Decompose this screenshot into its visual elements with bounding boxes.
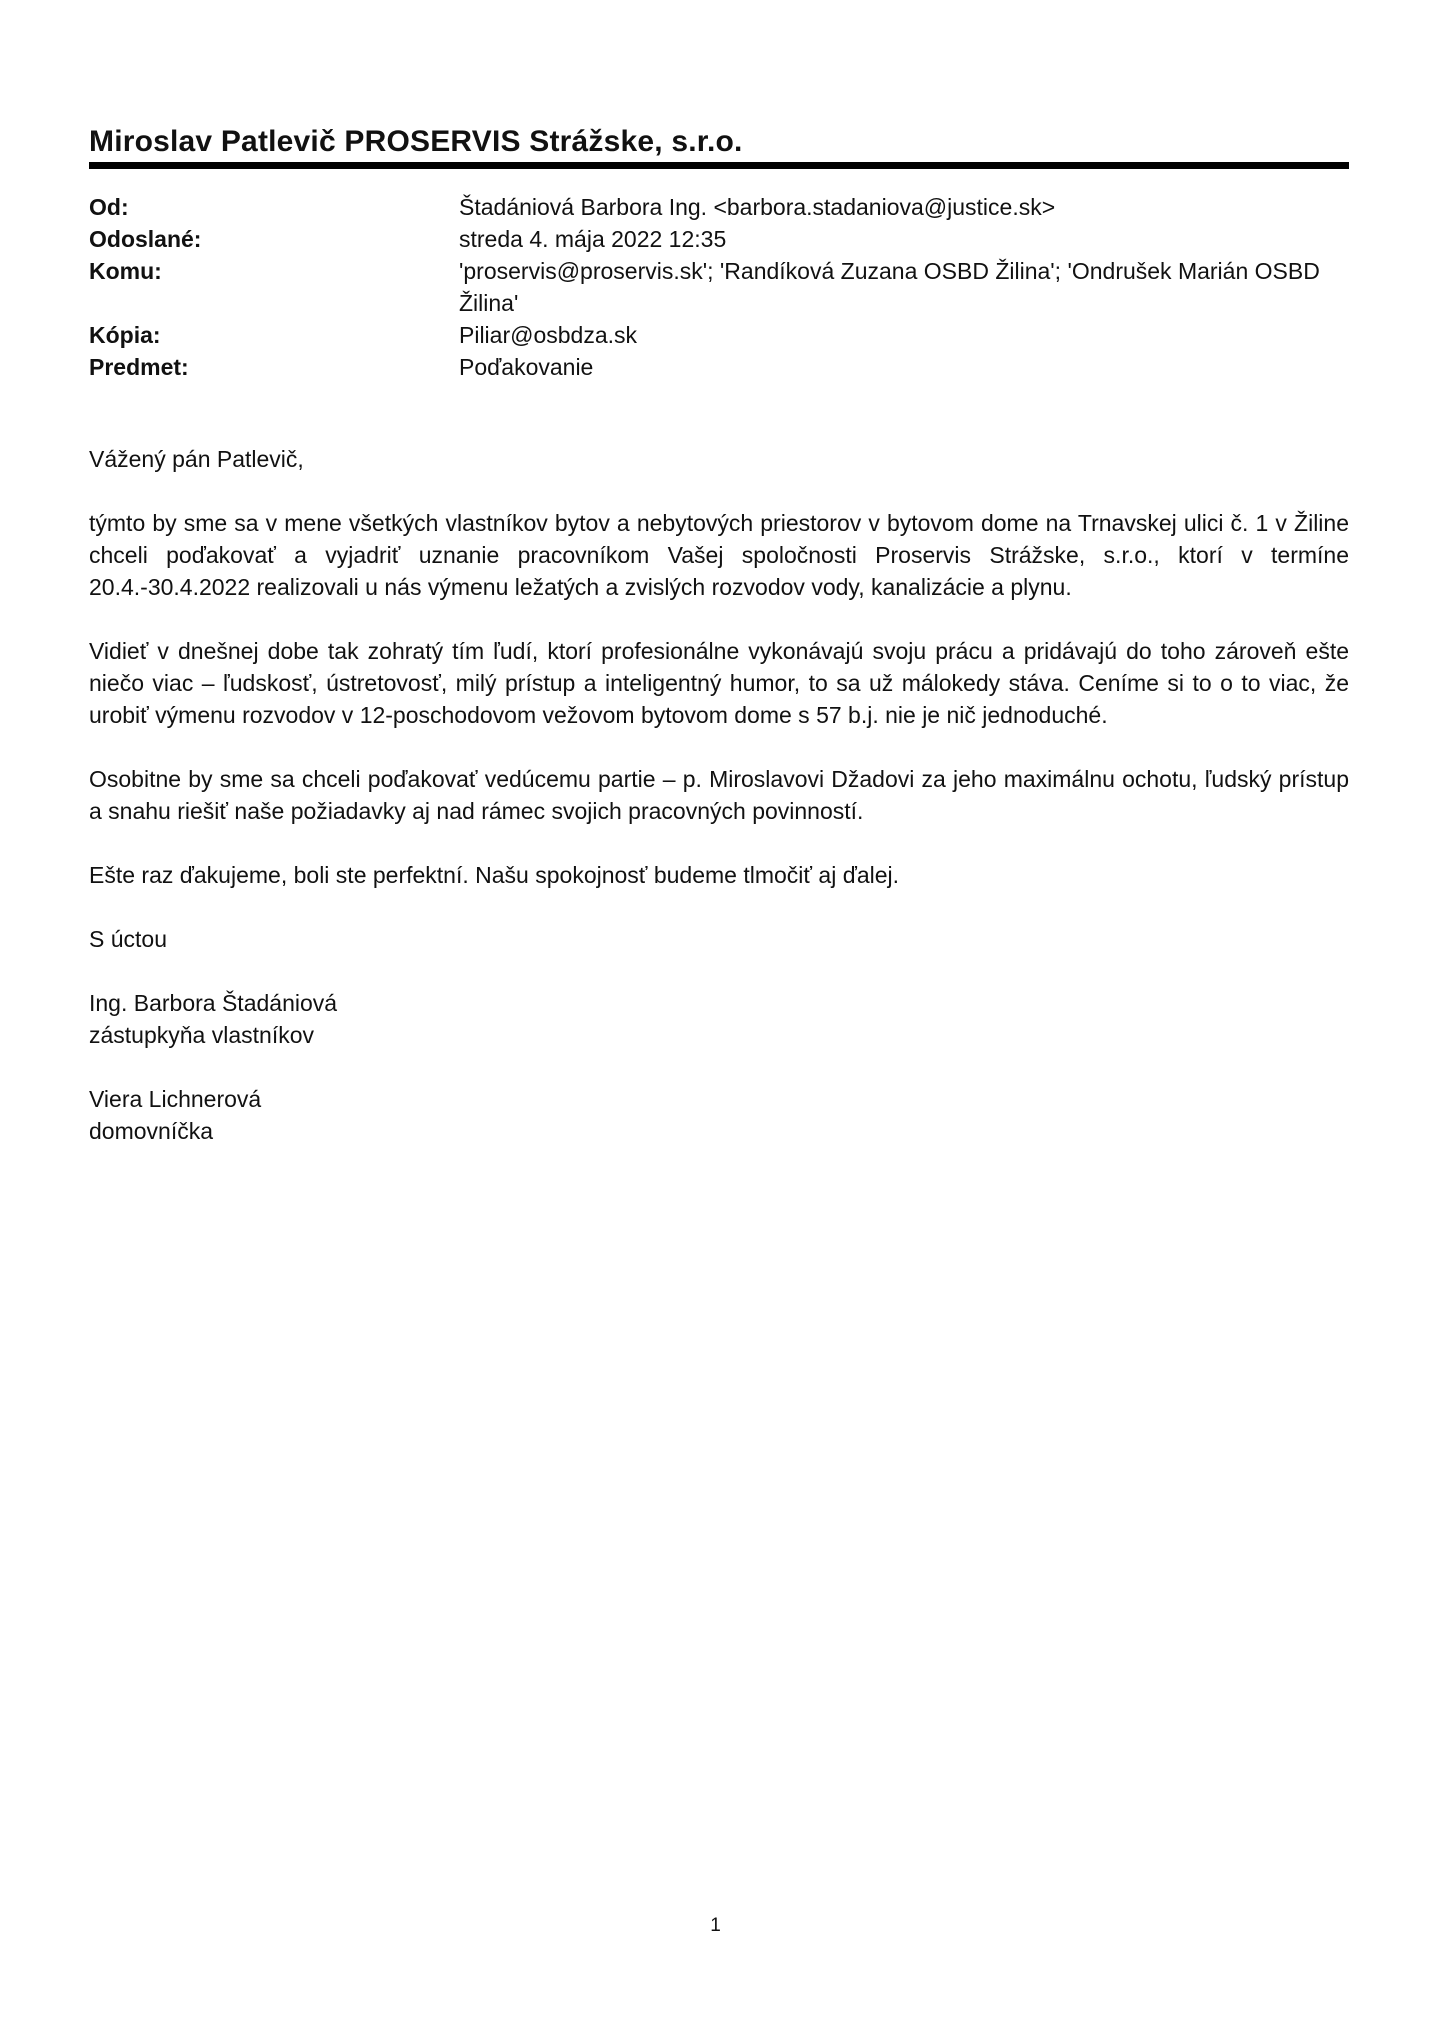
header-label-from: Od: [89, 194, 129, 220]
signature-1-name: Ing. Barbora Štadániová [89, 990, 338, 1016]
page-number: 1 [710, 1915, 721, 1936]
header-value-to: 'proservis@proservis.sk'; 'Randíková Zuzana OSBD Žilina'; 'Ondrušek Marián OSBD Žilina' [459, 258, 1320, 316]
letter-body [89, 443, 1349, 1179]
header-row-subject [89, 351, 1349, 383]
header-label-sent: Odoslané: [89, 226, 202, 252]
header-label-to: Komu: [89, 258, 162, 284]
header-value-cc: Piliar@osbdza.sk [459, 322, 638, 348]
header-row-cc [89, 319, 1349, 351]
paragraph-1: týmto by sme sa v mene všetkých vlastníkov bytov a nebytových priestorov v bytovom dome na Trnavskej ulici č. 1 v Žiline chceli poďakovať a vyjadriť uznanie pracovníkom Vašej spoločnosti Proservis Strážske, s.r.o., ktorí v termíne 20.4.-30.4.2022 realizovali u nás výmenu ležatých a zvislých rozvodov vody, kanalizácie a plynu. [89, 510, 1349, 600]
paragraph-2: Vidieť v dnešnej dobe tak zohratý tím ľudí, ktorí profesionálne vykonávajú svoju prácu a pridávajú do toho zároveň ešte niečo viac – ľudskosť, ústretovosť, milý prístup a inteligentný humor, to sa už málokedy stáva. Ceníme si to o to viac, že urobiť výmenu rozvodov v 12-poschodovom vežovom bytovom dome s 57 b.j. nie je nič jednoduché. [89, 638, 1349, 728]
header-value-from: Štadániová Barbora Ing. <barbora.stadaniova@justice.sk> [459, 194, 1056, 220]
signature-1-role: zástupkyňa vlastníkov [89, 1022, 315, 1048]
header-label-subject: Predmet: [89, 354, 189, 380]
signature-1 [89, 987, 1349, 1051]
header-label-cc: Kópia: [89, 322, 161, 348]
header-value-subject: Poďakovanie [459, 354, 594, 380]
paragraph-3: Osobitne by sme sa chceli poďakovať vedúcemu partie – p. Miroslavovi Džadovi za jeho maximálnu ochotu, ľudský prístup a snahu riešiť naše požiadavky aj nad rámec svojich pracovných povinností. [89, 766, 1349, 824]
paragraph-4: Ešte raz ďakujeme, boli ste perfektní. Našu spokojnosť budeme tlmočiť aj ďalej. [89, 862, 900, 888]
header-row-to [89, 255, 1349, 319]
signature-2 [89, 1083, 1349, 1147]
header-value-sent: streda 4. mája 2022 12:35 [459, 226, 727, 252]
title-divider [89, 162, 1349, 169]
signature-2-role: domovníčka [89, 1118, 214, 1144]
closing: S úctou [89, 926, 167, 952]
salutation: Vážený pán Patlevič, [89, 446, 304, 472]
sender-title: Miroslav Patlevič PROSERVIS Strážske, s.r.o. [89, 125, 743, 158]
header-row-sent [89, 223, 1349, 255]
email-headers [89, 191, 1349, 383]
signature-2-name: Viera Lichnerová [89, 1086, 262, 1112]
header-row-from [89, 191, 1349, 223]
